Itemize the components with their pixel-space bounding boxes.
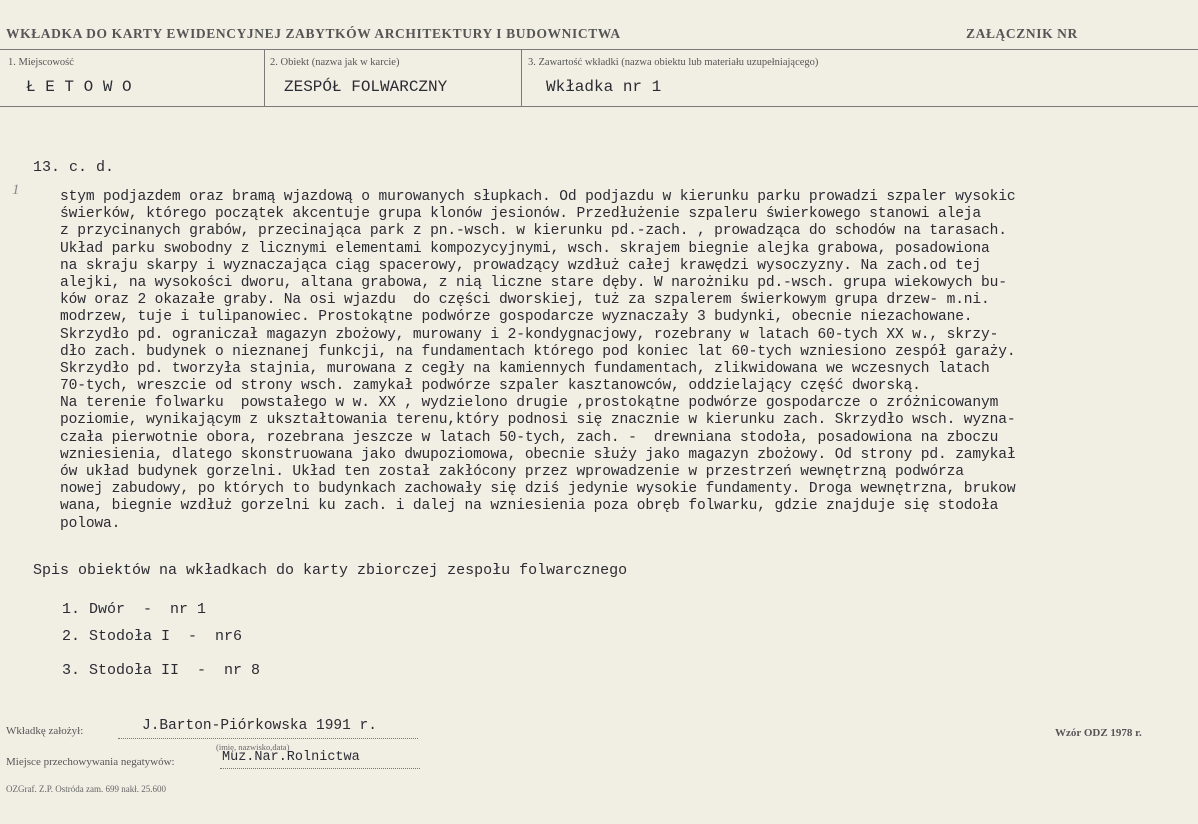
description-line: wzniesienia, dlatego skonstruowana jako dwupoziomowa, obecnie służy jako magazyn zbożowy. Od strony pd. zamykał	[60, 446, 1016, 463]
description-line: świerków, którego początek akcentuje grupa klonów jesionów. Przedłużenie szpaleru świerkowego stanowi aleja	[60, 206, 982, 223]
object-value: ZESPÓŁ FOLWARCZNY	[284, 78, 448, 96]
negatives-location-label: Miejsce przechowywania negatywów:	[6, 756, 175, 768]
created-by-label: Wkładkę założył:	[6, 725, 84, 737]
description-line: polowa.	[60, 515, 121, 532]
form-header-title: WKŁADKA DO KARTY EWIDENCYJNEJ ZABYTKÓW ARCHITEKTURY I BUDOWNICTWA	[6, 26, 621, 41]
contents-value: Wkładka nr 1	[546, 78, 662, 96]
description-line: 70-tych, wreszcie od strony wsch. zamykał podwórze szpaler kasztanowców, oddzielający część dworską.	[60, 378, 921, 395]
description-text	[60, 189, 1196, 533]
created-by-dotted-line	[118, 738, 418, 739]
created-by-value: J.Barton-Piórkowska 1991 r.	[142, 718, 377, 734]
description-line: ów układ budynek gorzelni. Układ ten został zakłócony przez wprowadzenie w przestrzeń wewnętrzną podwórza	[60, 464, 964, 480]
description-line: czała pierwotnie obora, rozebrana jeszcze w latach 50-tych, zach. - drewniana stodoła, posadowiona na zboczu	[60, 429, 999, 446]
header-rule	[0, 49, 1198, 50]
description-line: modrzew, tuje i tulipanowiec. Prostokątne podwórze gospodarcze wyznaczały 3 budynki, obecnie niezachowane.	[60, 309, 973, 326]
field-row-rule	[0, 106, 1198, 107]
created-by-hint: (imię, nazwisko,data)	[216, 742, 290, 752]
annex-number-label: ZAŁĄCZNIK NR	[966, 26, 1078, 41]
section-number: 13. c. d.	[33, 159, 115, 176]
description-line: Układ parku swobodny z licznymi elementami kompozycyjnymi, wsch. skrajem biegnie alejka grabowa, posadowiona	[60, 240, 990, 257]
contents-label: 3. Zawartość wkładki (nazwa obiektu lub materiału uzupełniającego)	[528, 57, 819, 68]
form-model-label: Wzór ODZ 1978 r.	[1055, 727, 1142, 739]
field-divider-2	[521, 49, 522, 106]
description-line: nowej zabudowy, po których to budynkach zachowały się dziś jedynie wysokie fundamenty. Droga wewnętrzna, brukow	[60, 481, 1016, 498]
description-line: ków oraz 2 okazałe graby. Na osi wjazdu do części dworskiej, tuż za szpalerem świerkowym grupa drzew- m.ni.	[60, 292, 990, 309]
description-line: wana, biegnie wzdłuż gorzelni ku zach. i dalej na wzniesienia poza obręb folwarku, gdzie znajduje się stodoła	[60, 498, 999, 515]
description-line: stym podjazdem oraz bramą wjazdową o murowanych słupkach. Od podjazdu w kierunku parku prowadzi szpaler wysokic	[60, 189, 1016, 205]
objects-list-item: 1. Dwór - nr 1	[62, 601, 207, 618]
negatives-location-value: Muz.Nar.Rolnictwa	[222, 750, 360, 765]
description-line: na skraju skarpy i wyznaczająca ciąg spacerowy, prowadzący wzdłuż całej krawędzi wysoczyzny. Na zach.od tej	[60, 257, 982, 274]
field-divider-1	[264, 49, 265, 106]
description-line: Na terenie folwarku powstałego w w. XX , wydzielono drugie ,prostokątne podwórze gospodarcze o zróżnicowanym	[60, 395, 999, 412]
printer-imprint: OZGraf. Z.P. Ostróda zam. 699 nakł. 25.600	[6, 784, 166, 794]
description-line: Skrzydło pd. tworzyła stajnia, murowana z cegły na kamiennych fundamentach, zlikwidowana we wczesnych latach	[60, 360, 990, 377]
description-line: poziomie, wynikającym z ukształtowania terenu,który podnosi się znacznie w kierunku zach. Skrzydło wsch. wyzna-	[60, 412, 1016, 429]
object-label: 2. Obiekt (nazwa jak w karcie)	[270, 57, 400, 68]
description-line: dło zach. budynek o nieznanej funkcji, na fundamentach którego pod koniec lat 60-tych wzniesiono zespół garaży.	[60, 343, 1016, 360]
locality-value: Ł E T O W O	[26, 78, 132, 96]
description-line: Skrzydło pd. ograniczał magazyn zbożowy, murowany i 2-kondygnacjowy, rozebrany w latach 60-tych XX w., skrzy-	[60, 326, 999, 343]
locality-label: 1. Miejscowość	[8, 57, 74, 68]
margin-pencil-mark: 1	[12, 182, 20, 198]
description-line: alejki, na wysokości dworu, altana grabowa, z nią liczne stare dęby. W narożniku pd.-wsch. grupa wiekowych bu-	[60, 274, 1007, 291]
description-line: z przycinanych grabów, przecinająca park z pn.-wsch. w kierunku pd.-zach. , prowadząca do schodów na tarasach.	[60, 223, 1007, 240]
objects-list-item: 2. Stodoła I - nr6	[62, 628, 243, 645]
objects-list-title: Spis obiektów na wkładkach do karty zbiorczej zespołu folwarcznego	[33, 562, 628, 579]
objects-list-item: 3. Stodoła II - nr 8	[62, 662, 261, 679]
negatives-dotted-line	[220, 768, 420, 769]
